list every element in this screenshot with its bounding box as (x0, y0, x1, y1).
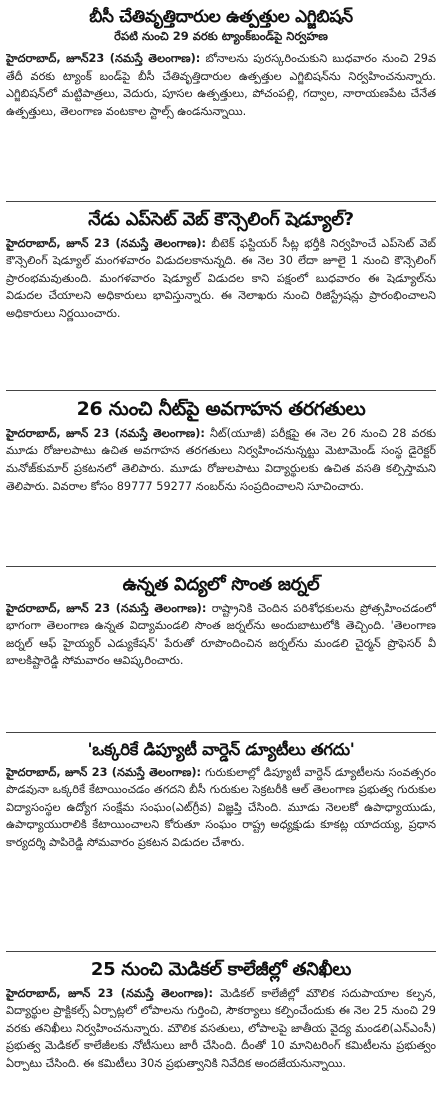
article-headline: ఉన్నత విద్యలో సొంత జర్నల్ (122, 574, 320, 595)
article-body (6, 233, 436, 328)
article-text: బీటెక్ ఫస్టియర్ సీట్ల భర్తీకి నిర్వహించే ఎప్‌సెట్ వెబ్ కౌన్సెలింగ్ షెడ్యూల్ మంగళవారం విడుదలకానున్నది. ఈ నెల 30 లేదా జూలై 1 నుంచి కౌన్సెలింగ్ ప్రారంభమవుతుంది. మంగళవారం షెడ్యూల్ విడుదల కాని పక్షంలో బుధవారం ఈ షెడ్యూల్‌ను విడుదల చేయాలని అధికారులు భావిస్తున్నారు. ఈ నెలాఖరు నుంచి రిజిస్ట్రేషన్లు ప్రారంభించాలని అధికారులు నిర్ణయించారు. (6, 236, 436, 320)
article-subheadline: రేపటి నుంచి 29 వరకు ట్యాంక్‌బండ్‌పై నిర్వహణ (114, 29, 328, 44)
article-body (6, 598, 436, 675)
article-medical-college-inspections (6, 952, 436, 1118)
article-dateline: హైదరాబాద్, జూన్ 23 (నమస్తే తెలంగాణ): (6, 426, 205, 440)
article-headline: నేడు ఎప్‌సెట్ వెబ్ కౌన్సెలింగ్ షెడ్యూల్? (88, 209, 354, 230)
article-text: బోనాలను పురస్కరించుకుని బుధవారం నుంచి 29వ తేదీ వరకు ట్యాంక్ బండ్‌పై బీసీ చేతివృత్తిదారుల ఉత్పత్తుల ఎగ్జిబిషన్‌ను నిర్వహించనున్నారు. ఎగ్జిబిషన్‌లో మట్టిపాత్రలు, వెదురు, పూసల ఉత్పత్తులు, పోచంపల్లి, గద్వాల, నారాయణపేట చేనేత ఉత్పత్తులు, తెలంగాణ వంటకాల స్టాల్స్ ఉండనున్నాయి. (6, 52, 436, 119)
article-higher-education-journal (6, 567, 436, 733)
article-body (6, 762, 436, 857)
article-text: గురుకులాల్లో డిప్యూటీ వార్డెన్ డ్యూటీలను సంవత్సరం పొడవునా ఒక్కరికే కేటాయించడం తగదని బీసీ గురుకుల సెక్రటరీకి ఆల్ తెలంగాణ ప్రభుత్వ గురుకుల విద్యాసంస్థల ఉద్యోగ సంక్షేమ సంఘం(ఎట్‌గ్రీవ) విజ్ఞప్తి చేసింది. మూడు నెలలకో ఉపాధ్యాయుడు, ఉపాధ్యాయురాలికి కేటాయించాలని కోరుతూ సంఘం రాష్ట్ర అధ్యక్షుడు కూకట్ల యాదయ్య, ప్రధాన కార్యదర్శి పాపిరెడ్డి సోమవారం ప్రకటన విడుదల చేశారు. (6, 765, 436, 849)
article-neet-awareness-classes (6, 391, 436, 567)
article-body (6, 983, 436, 1078)
article-headline: 'ఒక్కరికే డిప్యూటీ వార్డెన్ డ్యూటీలు తగదు' (87, 740, 355, 759)
article-dateline: హైదరాబాద్, జూన్ 23 (నమస్తే తెలంగాణ): (6, 986, 214, 1000)
article-text: రాష్ట్రానికి చెందిన పరిశోధకులను ప్రోత్సహించడంలో భాగంగా తెలంగాణ ఉన్నత విద్యామండలి సొంత జర్నల్‌ను అందుబాటులోకి తెచ్చింది. 'తెలంగాణ జర్నల్ ఆఫ్ హైయ్యర్ ఎడ్యుకేషన్' పేరుతో రూపొందించిన జర్నల్‌ను మండలి చైర్మన్ ప్రొఫెసర్ వీ బాలకిష్టారెడ్డి సోమవారం ఆవిష్కరించారు. (6, 601, 436, 668)
article-body (6, 48, 436, 125)
article-dateline: హైదరాబాద్, జూన్23 (నమస్తే తెలంగాణ): (6, 52, 201, 66)
article-text: మెడికల్ కాలేజీల్లో మౌలిక సదుపాయాల కల్పన, విద్యార్థుల ప్రాక్టికల్స్ ఏర్పాట్లలో లోపాలను గుర్తించి, సౌకర్యాలు కల్పించేందుకు ఈ నెల 25 నుంచి 29 వరకు తనిఖీలు నిర్వహించనున్నారు. మౌలిక వసతులు, లోపాలపై జాతీయ వైద్య మండలి(ఎన్ఎంసీ) ప్రభుత్వ మెడికల్ కాలేజీలకు నోటీసులు జారీ చేసింది. దీంతో 10 మానిటరింగ్ కమిటీలను ప్రభుత్వం ఏర్పాటు చేసింది. ఈ కమిటీలు 30న ప్రభుత్వానికి నివేదిక అందజేయనున్నాయి. (6, 986, 436, 1070)
article-headline: 26 నుంచి నీట్‌పై అవగాహన తరగతులు (76, 398, 366, 420)
article-body (6, 423, 436, 500)
article-dateline: హైదరాబాద్, జూన్ 23 (నమస్తే తెలంగాణ): (6, 236, 207, 250)
article-bc-artisans-exhibition (6, 0, 436, 202)
article-deputy-warden-duties (6, 733, 436, 952)
article-headline: 25 నుంచి మెడికల్ కాలేజీల్లో తనిఖీలు (90, 959, 352, 980)
article-dateline: హైదరాబాద్, జూన్ 23 (నమస్తే తెలంగాణ): (6, 765, 202, 779)
article-epcet-counselling-schedule (6, 202, 436, 391)
article-text: నీట్(యూజీ) పరీక్షపై ఈ నెల 26 నుంచి 28 వరకు మూడు రోజులపాటు ఉచిత అవగాహన తరగతులు నిర్వహించనున్నట్టు మెటామెండ్ సంస్థ డైరెక్టర్ మనోజ్‌కుమార్ ప్రకటనలో తెలిపారు. మూడు రోజులపాటు విద్యార్థులకు ఉచిత వసతి కల్పిస్తామని తెలిపారు. వివరాల కోసం 89777 59277 నంబర్‌ను సంప్రదించాలని సూచించారు. (6, 426, 436, 493)
article-dateline: హైదరాబాద్, జూన్ 23 (నమస్తే తెలంగాణ): (6, 601, 207, 615)
article-headline: బీసీ చేతివృత్తిదారుల ఉత్పత్తుల ఎగ్జిబిషన్ (89, 7, 353, 27)
